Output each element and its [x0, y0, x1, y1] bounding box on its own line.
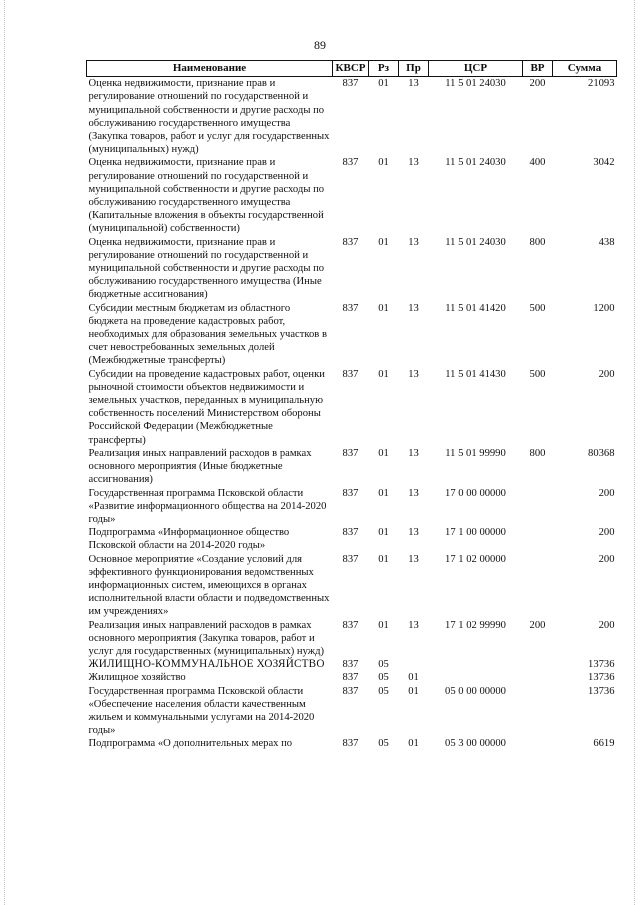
cell-vr: 800 — [529, 236, 546, 248]
cell-name: ЖИЛИЩНО-КОММУНАЛЬНОЕ ХОЗЯЙСТВО — [88, 658, 325, 671]
cell-rz: 01 — [378, 553, 389, 565]
cell-vr — [523, 526, 553, 552]
cell-rz: 01 — [378, 527, 389, 539]
cell-kvsr: 837 — [342, 447, 359, 459]
cell-csr: 11 5 01 24030 — [445, 157, 506, 169]
left-margin-line — [4, 0, 5, 905]
table-row — [87, 619, 617, 659]
cell-csr: 11 5 01 41420 — [445, 302, 506, 314]
cell-csr: 05 3 00 00000 — [445, 738, 506, 750]
cell-csr: 11 5 01 41430 — [445, 368, 506, 380]
cell-rz: 01 — [378, 302, 389, 314]
cell-name: Оценка недвижимости, признание прав и регулирование отношений по государственной и муниципальной собственности и другие расходы по обслуживанию государственного имущества (Капитальные вложения в объекты государственной (муниципальной) собственности) — [88, 157, 325, 235]
cell-pr: 13 — [408, 619, 419, 631]
cell-sum: 200 — [598, 553, 615, 565]
table-row — [87, 553, 617, 619]
cell-name: Субсидии местным бюджетам из областного бюджета на проведение кадастровых работ, необходимых для образования земельных участков в счет невостребованных земельных долей (Межбюджетные трансферты) — [88, 302, 327, 367]
table-row — [87, 487, 617, 527]
cell-kvsr: 837 — [342, 672, 359, 684]
cell-csr: 17 0 00 00000 — [445, 487, 506, 499]
cell-sum: 200 — [598, 527, 615, 539]
cell-vr: 200 — [529, 78, 546, 90]
cell-kvsr: 837 — [342, 553, 359, 565]
cell-vr — [523, 737, 553, 750]
cell-name: Жилищное хозяйство — [88, 672, 186, 684]
cell-rz: 01 — [378, 78, 389, 90]
cell-vr — [523, 685, 553, 738]
cell-rz: 01 — [378, 487, 389, 499]
cell-kvsr: 837 — [342, 659, 359, 671]
cell-csr: 17 1 02 00000 — [445, 553, 506, 565]
cell-kvsr: 837 — [342, 302, 359, 314]
table-row — [87, 77, 617, 157]
cell-pr: 13 — [408, 78, 419, 90]
right-margin-line — [634, 0, 635, 905]
header-kvsr: КВСР — [333, 61, 369, 77]
cell-pr: 01 — [408, 672, 419, 684]
cell-kvsr: 837 — [342, 527, 359, 539]
cell-kvsr: 837 — [342, 685, 359, 697]
cell-name: Оценка недвижимости, признание прав и регулирование отношений по государственной и муниципальной собственности и другие расходы по обслуживанию государственного имущества (Закупка товаров, работ и услуг для государственных (муниципальных) нужд) — [88, 78, 330, 156]
cell-pr — [399, 658, 429, 671]
cell-sum: 200 — [598, 368, 615, 380]
cell-csr — [429, 671, 523, 684]
cell-vr: 500 — [529, 302, 546, 314]
cell-name: Реализация иных направлений расходов в рамках основного мероприятия (Иные бюджетные ассигнования) — [88, 447, 312, 486]
cell-csr — [429, 658, 523, 671]
cell-name: Основное мероприятие «Создание условий для эффективного функционирования ведомственных информационных систем, имеющихся в органах исполнительной власти области и подведомственных им учреждениях» — [88, 553, 330, 618]
header-pr: Пр — [399, 61, 429, 77]
header-name: Наименование — [87, 61, 333, 77]
table-row — [87, 302, 617, 368]
cell-csr: 11 5 01 24030 — [445, 236, 506, 248]
table-header-row — [87, 61, 617, 77]
cell-pr: 01 — [408, 738, 419, 750]
cell-rz: 01 — [378, 447, 389, 459]
table-row — [87, 671, 617, 684]
table-row — [87, 368, 617, 447]
header-rz: Рз — [369, 61, 399, 77]
cell-rz: 01 — [378, 157, 389, 169]
cell-pr: 13 — [408, 527, 419, 539]
cell-rz: 01 — [378, 368, 389, 380]
table-row — [87, 447, 617, 487]
page-number: 89 — [314, 38, 326, 52]
cell-pr: 13 — [408, 157, 419, 169]
cell-kvsr: 837 — [342, 78, 359, 90]
cell-pr: 13 — [408, 447, 419, 459]
cell-name: Подпрограмма «О дополнительных мерах по — [88, 738, 293, 750]
cell-csr: 17 1 00 00000 — [445, 527, 506, 539]
cell-rz: 05 — [378, 672, 389, 684]
header-csr: ЦСР — [429, 61, 523, 77]
cell-vr — [523, 553, 553, 619]
cell-name: Оценка недвижимости, признание прав и регулирование отношений по государственной и муниципальной собственности и другие расходы по обслуживанию государственного имущества (Иные бюджетные ассигнования) — [88, 236, 325, 301]
table-body — [87, 77, 617, 751]
table-row — [87, 156, 617, 235]
table-row — [87, 685, 617, 738]
cell-name: Субсидии на проведение кадастровых работ, оценки рыночной стоимости объектов недвижимости и земельных участков, переданных в муниципальную собственность поселений Министерством обороны Российской Федерации (Межбюджетные трансферты) — [88, 368, 325, 446]
cell-pr: 13 — [408, 302, 419, 314]
header-sum: Сумма — [553, 61, 617, 77]
cell-rz: 01 — [378, 619, 389, 631]
cell-name: Подпрограмма «Информационное общество Псковской области на 2014-2020 годы» — [88, 527, 290, 552]
cell-sum: 200 — [598, 487, 615, 499]
cell-name: Государственная программа Псковской области «Обеспечение населения области качественным жильем и коммунальными услугами на 2014-2020 годы» — [88, 685, 315, 737]
cell-csr: 11 5 01 24030 — [445, 78, 506, 90]
cell-vr — [523, 671, 553, 684]
cell-vr — [523, 658, 553, 671]
cell-sum: 13736 — [588, 672, 615, 684]
cell-pr: 13 — [408, 236, 419, 248]
cell-name: Реализация иных направлений расходов в рамках основного мероприятия (Закупка товаров, работ и услуг для государственных (муниципальных) нужд) — [88, 619, 324, 657]
cell-vr: 400 — [529, 157, 546, 169]
cell-name: Государственная программа Псковской области «Развитие информационного общества на 2014-2020 годы» — [88, 487, 327, 525]
table-row — [87, 526, 617, 552]
cell-csr: 11 5 01 99990 — [445, 447, 506, 459]
cell-pr: 01 — [408, 685, 419, 697]
cell-kvsr: 837 — [342, 368, 359, 380]
cell-sum: 80368 — [588, 447, 615, 459]
cell-kvsr: 837 — [342, 487, 359, 499]
cell-vr: 200 — [529, 619, 546, 631]
table-row — [87, 658, 617, 671]
cell-sum: 21093 — [588, 78, 615, 90]
cell-sum: 6619 — [593, 738, 615, 750]
cell-vr: 800 — [529, 447, 546, 459]
cell-kvsr: 837 — [342, 236, 359, 248]
cell-kvsr: 837 — [342, 738, 359, 750]
cell-vr: 500 — [529, 368, 546, 380]
cell-pr: 13 — [408, 553, 419, 565]
cell-csr: 17 1 02 99990 — [445, 619, 506, 631]
cell-kvsr: 837 — [342, 619, 359, 631]
cell-sum: 438 — [598, 236, 615, 248]
table-row — [87, 236, 617, 302]
cell-rz: 05 — [378, 685, 389, 697]
cell-kvsr: 837 — [342, 157, 359, 169]
cell-pr: 13 — [408, 368, 419, 380]
header-vr: ВР — [523, 61, 553, 77]
cell-sum: 13736 — [588, 685, 615, 697]
cell-vr — [523, 487, 553, 527]
cell-rz: 01 — [378, 236, 389, 248]
table-row — [87, 737, 617, 750]
cell-sum: 1200 — [593, 302, 615, 314]
cell-rz: 05 — [378, 738, 389, 750]
cell-sum: 13736 — [588, 659, 615, 671]
cell-csr: 05 0 00 00000 — [445, 685, 506, 697]
cell-pr: 13 — [408, 487, 419, 499]
cell-sum: 3042 — [593, 157, 615, 169]
cell-sum: 200 — [598, 619, 615, 631]
budget-table — [86, 60, 617, 751]
cell-rz: 05 — [378, 659, 389, 671]
